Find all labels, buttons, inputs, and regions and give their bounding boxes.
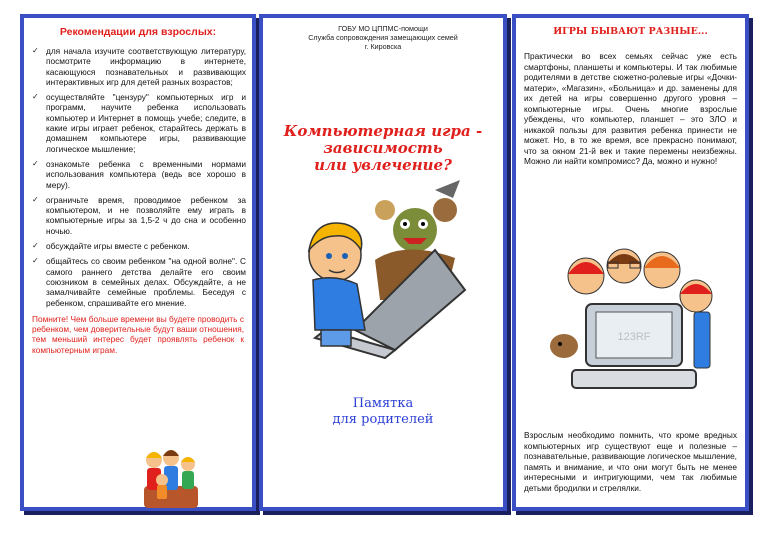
recommendations-heading: Рекомендации для взрослых: (59, 26, 217, 38)
games-heading: ИГРЫ БЫВАЮТ РАЗНЫЕ... (553, 26, 708, 37)
list-item: ✓ общайтесь со своим ребенком "на одной волне". С самого раннего детства делайте его своим союзником в семейных делах. Обсуждайте, а не замалчивайте семейные проблемы. Беседуя с ребенком, спрашивайте его мнение. (32, 256, 246, 308)
remember-note: Помните! Чем больше времени вы будете проводить с ребенком, чем доверительные будут ваши отношения, тем меньший интерес будет проявлять ребенок к компьютерным играм. (32, 313, 244, 355)
checkmark-icon: ✓ (32, 194, 39, 204)
organization-header: ГОБУ МО ЦППМС-помощи Служба сопровождения замещающих семей г. Кировска (308, 24, 458, 51)
list-item: ✓ осуществляйте "цензуру" компьютерных игр и программ, научите ребенка использовать компьютер и Интернет в помощь учебе; следите, в какие игры играет ребенок, старайтесь держать в домашнем компьютере игры, развивающие логическое мышление; (32, 92, 246, 154)
watermark-text: 123RF (617, 331, 651, 343)
cover-title: Компьютерная игра - зависимость или увлечение? (283, 122, 483, 174)
checkmark-icon: ✓ (32, 256, 39, 266)
intro-paragraph: Практически во всех семьях сейчас уже есть смартфоны, планшеты и компьютеры. И так любимые родителями в детстве сюжетно-ролевые игры «Дочки-матери», «Магазин», «Больница» и др. заменены для их детей на игры совершенно другого уровня – компьютерные игры. Очень многие взрослые убеждены, что компьютер, планшет – это ЗЛО и никакой пользы для развития ребенка принести не может. Но, в то же время, все прекрасно понимают, что за окном 21-й век и такие перемены неизбежны. Можно ли найти компромисс? Да, можно и нужно! (524, 51, 737, 166)
boy-laptop-illustration (285, 180, 485, 360)
list-item: ✓ ограничьте время, проводимое ребенком за компьютером, и не позволяйте ему играть в компьютерные игры за 1,5-2 ч до сна и особенно ночью. (32, 194, 246, 236)
useful-games-paragraph: Взрослым необходимо помнить, что кроме вредных компьютерных игр существуют еще и полезные – познавательные, развивающие логическое мышление, память и внимание, и что они могут быть не менее интересными и интригующими, чем так любимые детьми бродилки и стрелялки. (524, 430, 737, 493)
checkmark-icon: ✓ (32, 46, 39, 55)
list-item: ✓ ознакомьте ребенка с временными нормами использования компьютера (ведь все хорошо в меру). (32, 158, 246, 190)
tips-list (24, 46, 252, 308)
panel-recommendations (20, 14, 256, 511)
checkmark-icon: ✓ (32, 92, 39, 102)
checkmark-icon: ✓ (32, 158, 39, 168)
list-item: ✓ обсуждайте игры вместе с ребенком. (32, 241, 190, 252)
memo-caption: Памятка для родителей (332, 396, 434, 427)
checkmark-icon: ✓ (32, 241, 39, 251)
list-item: ✓ для начала изучите соответствующую литературу, посмотрите информацию в интернете, касающуюся познавательных и развивающих интерактивных игр для детей разных возрастов; (32, 46, 246, 87)
panel-cover (259, 14, 507, 511)
kids-computer-illustration (546, 246, 716, 406)
panel-games-differ (512, 14, 749, 511)
family-illustration (136, 446, 206, 510)
